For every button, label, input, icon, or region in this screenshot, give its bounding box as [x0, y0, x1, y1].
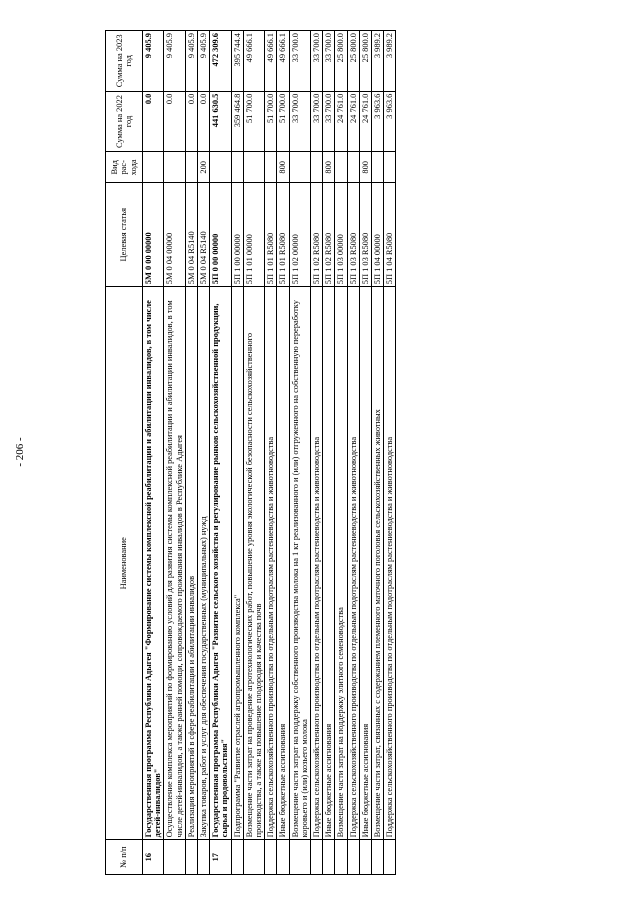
row-sum-2022: 51 700.0	[243, 91, 264, 152]
row-name: Иные бюджетные ассигнования	[359, 287, 371, 840]
row-expense-type: 200	[198, 152, 210, 183]
row-index: 16	[143, 840, 164, 875]
row-article: 5М 0 04 R5140	[185, 183, 197, 287]
row-name: Возмещение части затрат, связанных с содержанием племенного маточного поголовья сельскохозяйственных животных	[372, 287, 384, 840]
row-index	[347, 840, 359, 875]
row-sum-2023: 9 405.9	[143, 31, 164, 92]
row-sum-2022: 24 761.0	[347, 91, 359, 152]
row-sum-2023: 3 989.2	[384, 31, 396, 92]
row-sum-2023: 25 800.0	[359, 31, 371, 92]
row-article: 5П 1 03 R5080	[347, 183, 359, 287]
row-sum-2022: 24 761.0	[359, 91, 371, 152]
row-sum-2023: 33 700.0	[289, 31, 310, 92]
row-article: 5П 1 04 00000	[372, 183, 384, 287]
row-sum-2022: 33 700.0	[323, 91, 335, 152]
row-sum-2022: 359 464.8	[231, 91, 243, 152]
row-index	[311, 840, 323, 875]
row-name: Возмещение части затрат на поддержку элитного семеноводства	[335, 287, 347, 840]
row-article: 5П 1 02 00000	[289, 183, 310, 287]
header-sum-2022: Сумма на 2022 год	[106, 91, 143, 152]
row-expense-type	[335, 152, 347, 183]
table-row	[185, 31, 197, 875]
row-sum-2023: 25 800.0	[335, 31, 347, 92]
row-name: Закупка товаров, работ и услуг для обеспечения государственных (муниципальных) нужд	[198, 287, 210, 840]
row-name: Реализация мероприятий в сфере реабилитации и абилитации инвалидов	[185, 287, 197, 840]
row-article: 5П 1 03 00000	[335, 183, 347, 287]
table-body	[143, 31, 396, 875]
row-index	[372, 840, 384, 875]
row-name: Поддержка сельскохозяйственного производства по отдельным подотраслям растениеводства и животноводства	[384, 287, 396, 840]
row-index	[198, 840, 210, 875]
table-row	[335, 31, 347, 875]
row-article: 5М 0 04 00000	[164, 183, 185, 287]
table-row	[347, 31, 359, 875]
row-sum-2022: 0.0	[143, 91, 164, 152]
row-index	[359, 840, 371, 875]
row-expense-type	[243, 152, 264, 183]
row-expense-type: 800	[323, 152, 335, 183]
row-article: 5П 1 01 R5080	[277, 183, 289, 287]
row-index	[335, 840, 347, 875]
row-sum-2022: 0.0	[198, 91, 210, 152]
table-row	[265, 31, 277, 875]
row-index	[243, 840, 264, 875]
row-article: 5П 1 03 R5080	[359, 183, 371, 287]
row-index: 17	[210, 840, 231, 875]
row-expense-type	[289, 152, 310, 183]
table-row	[231, 31, 243, 875]
row-expense-type	[311, 152, 323, 183]
budget-table	[105, 30, 396, 875]
table-row	[243, 31, 264, 875]
table-row	[323, 31, 335, 875]
table-row	[198, 31, 210, 875]
row-sum-2022: 0.0	[185, 91, 197, 152]
row-sum-2023: 9 405.9	[164, 31, 185, 92]
row-sum-2023: 9 405.9	[198, 31, 210, 92]
row-name: Возмещение части затрат на поддержку собственного производства молока на 1 кг реализованного и (или) отгруженного на собственную переработку коровьего и (или) козьего молока	[289, 287, 310, 840]
row-name: Государственная программа Республики Адыгея "Формирование системы комплексной реабилитации и абилитации инвалидов, в том числе детей-инвалидов"	[143, 287, 164, 840]
row-article: 5П 1 00 00000	[231, 183, 243, 287]
row-sum-2023: 3 989.2	[372, 31, 384, 92]
row-sum-2023: 49 666.1	[277, 31, 289, 92]
row-sum-2022: 24 761.0	[335, 91, 347, 152]
row-expense-type	[185, 152, 197, 183]
row-expense-type: 800	[359, 152, 371, 183]
row-expense-type	[231, 152, 243, 183]
row-sum-2022: 33 700.0	[311, 91, 323, 152]
row-article: 5П 1 04 R5080	[384, 183, 396, 287]
row-sum-2023: 33 700.0	[323, 31, 335, 92]
row-sum-2023: 25 800.0	[347, 31, 359, 92]
row-article: 5П 0 00 00000	[210, 183, 231, 287]
row-index	[164, 840, 185, 875]
header-sum-2023: Сумма на 2023 год	[106, 31, 143, 92]
row-sum-2023: 395 744.4	[231, 31, 243, 92]
row-index	[265, 840, 277, 875]
row-expense-type	[265, 152, 277, 183]
row-sum-2022: 3 963.6	[384, 91, 396, 152]
row-article: 5П 1 02 R5080	[323, 183, 335, 287]
table-row	[359, 31, 371, 875]
row-sum-2023: 49 666.1	[243, 31, 264, 92]
row-sum-2022: 441 630.5	[210, 91, 231, 152]
row-expense-type	[143, 152, 164, 183]
row-sum-2023: 49 666.1	[265, 31, 277, 92]
row-index	[185, 840, 197, 875]
header-index: № п/п	[106, 840, 143, 875]
row-sum-2022: 51 700.0	[265, 91, 277, 152]
header-expense-type: Вид рас-хода	[106, 152, 143, 183]
row-name: Государственная программа Республики Адыгея "Развитие сельского хозяйства и регулирование рынков сельскохозяйственной продукции, сырья и продовольствия"	[210, 287, 231, 840]
row-sum-2023: 472 309.6	[210, 31, 231, 92]
table-row	[372, 31, 384, 875]
row-index	[384, 840, 396, 875]
row-article: 5П 1 01 00000	[243, 183, 264, 287]
table-row	[311, 31, 323, 875]
row-index	[231, 840, 243, 875]
row-expense-type	[347, 152, 359, 183]
row-expense-type	[164, 152, 185, 183]
table-header	[106, 31, 143, 875]
table-row	[164, 31, 185, 875]
row-article: 5М 0 04 R5140	[198, 183, 210, 287]
page-number: - 206 -	[14, 437, 26, 467]
row-sum-2022: 0.0	[164, 91, 185, 152]
row-article: 5М 0 00 00000	[143, 183, 164, 287]
row-sum-2023: 33 700.0	[311, 31, 323, 92]
row-name: Возмещение части затрат на проведение агротехнологических работ, повышение уровня экологической безопасности сельскохозяйственного производства, а также на повышение плодородия и качества почв	[243, 287, 264, 840]
row-article: 5П 1 01 R5080	[265, 183, 277, 287]
row-name: Иные бюджетные ассигнования	[277, 287, 289, 840]
row-name: Поддержка сельскохозяйственного производства по отдельным подотраслям растениеводства и животноводства	[265, 287, 277, 840]
row-article: 5П 1 02 R5080	[311, 183, 323, 287]
row-name: Поддержка сельскохозяйственного производства по отдельным подотраслям растениеводства и животноводства	[311, 287, 323, 840]
row-expense-type	[384, 152, 396, 183]
row-sum-2022: 33 700.0	[289, 91, 310, 152]
row-name: Поддержка сельскохозяйственного производства по отдельным подотраслям растениеводства и животноводства	[347, 287, 359, 840]
rotated-table-container	[105, 30, 510, 875]
header-row	[106, 31, 143, 875]
row-expense-type: 800	[277, 152, 289, 183]
table-row	[143, 31, 164, 875]
row-index	[277, 840, 289, 875]
row-name: Осуществление комплекса мероприятий по формированию условий для развития системы комплексной реабилитации и абилитации инвалидов, в том числе детей-инвалидов, а также ранней помощи, сопровождаемого проживания инвалидов в Республике Адыгея	[164, 287, 185, 840]
rotated-page-content	[105, 30, 510, 875]
row-name: Иные бюджетные ассигнования	[323, 287, 335, 840]
row-index	[289, 840, 310, 875]
row-index	[323, 840, 335, 875]
row-expense-type	[210, 152, 231, 183]
row-sum-2022: 3 963.6	[372, 91, 384, 152]
row-expense-type	[372, 152, 384, 183]
header-article: Целевая статья	[106, 183, 143, 287]
table-row	[384, 31, 396, 875]
table-row	[277, 31, 289, 875]
row-sum-2022: 51 700.0	[277, 91, 289, 152]
table-row	[289, 31, 310, 875]
row-sum-2023: 9 405.9	[185, 31, 197, 92]
table-row	[210, 31, 231, 875]
row-name: Подпрограмма "Развитие отраслей агропромышленного комплекса"	[231, 287, 243, 840]
header-name: Наименование	[106, 287, 143, 840]
